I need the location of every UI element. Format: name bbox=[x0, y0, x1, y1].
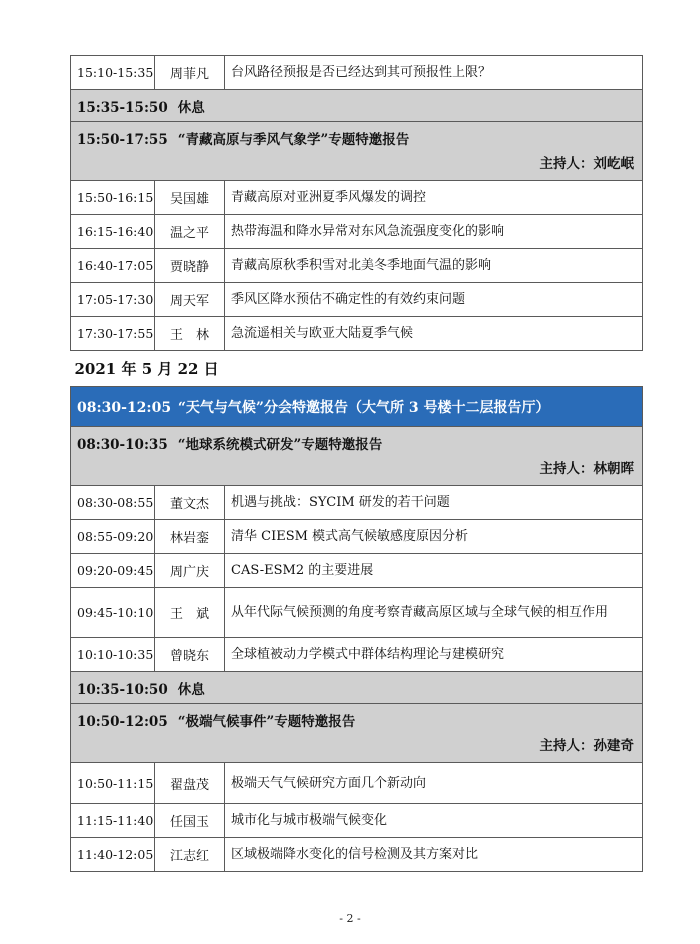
speaker-cell: 王 林 bbox=[155, 317, 225, 351]
speaker-cell: 温之平 bbox=[155, 215, 225, 249]
time-cell: 17:30-17:55 bbox=[71, 317, 155, 351]
time-cell: 16:15-16:40 bbox=[71, 215, 155, 249]
speaker-cell: 贾晓静 bbox=[155, 249, 225, 283]
table-row bbox=[71, 215, 643, 249]
table-row bbox=[71, 520, 643, 554]
session-header-cell bbox=[71, 427, 643, 486]
branch-time: 08:30-12:05 bbox=[77, 399, 172, 416]
time-cell: 11:40-12:05 bbox=[71, 838, 155, 872]
table-row bbox=[71, 181, 643, 215]
table-row bbox=[71, 804, 643, 838]
branch-cell bbox=[71, 387, 643, 427]
break-row bbox=[71, 90, 643, 122]
time-cell: 17:05-17:30 bbox=[71, 283, 155, 317]
date-heading: 2021 年 5 月 22 日 bbox=[71, 351, 643, 387]
topic-cell: 急流遥相关与欧亚大陆夏季气候 bbox=[225, 317, 643, 351]
break-row bbox=[71, 672, 643, 704]
session-time: 15:50-17:55 bbox=[77, 132, 168, 148]
break-cell bbox=[71, 672, 643, 704]
session-time: 08:30-10:35 bbox=[77, 437, 168, 453]
speaker-cell: 周天军 bbox=[155, 283, 225, 317]
topic-cell: 热带海温和降水异常对东风急流强度变化的影响 bbox=[225, 215, 643, 249]
topic-cell: 机遇与挑战：SYCIM 研发的若干问题 bbox=[225, 486, 643, 520]
schedule-table bbox=[70, 55, 643, 872]
time-cell: 16:40-17:05 bbox=[71, 249, 155, 283]
break-cell bbox=[71, 90, 643, 122]
table-row bbox=[71, 283, 643, 317]
topic-cell: 全球植被动力学模式中群体结构理论与建模研究 bbox=[225, 638, 643, 672]
table-row bbox=[71, 486, 643, 520]
time-cell: 15:10-15:35 bbox=[71, 56, 155, 90]
session-header-row bbox=[71, 122, 643, 181]
speaker-cell: 江志红 bbox=[155, 838, 225, 872]
session-time: 10:50-12:05 bbox=[77, 714, 168, 730]
session-host: 主持人：刘屹岷 bbox=[539, 156, 634, 172]
topic-cell: 青藏高原秋季积雪对北美冬季地面气温的影响 bbox=[225, 249, 643, 283]
table-row bbox=[71, 554, 643, 588]
break-time: 15:35-15:50 bbox=[77, 99, 168, 116]
topic-cell: CAS-ESM2 的主要进展 bbox=[225, 554, 643, 588]
speaker-cell: 王 斌 bbox=[155, 588, 225, 638]
topic-cell: 清华 CIESM 模式高气候敏感度原因分析 bbox=[225, 520, 643, 554]
session-title: “青藏高原与季风气象学”专题特邀报告 bbox=[177, 132, 410, 148]
speaker-cell: 任国玉 bbox=[155, 804, 225, 838]
session-header-row bbox=[71, 704, 643, 763]
topic-cell: 区域极端降水变化的信号检测及其方案对比 bbox=[225, 838, 643, 872]
session-title: “地球系统模式研发”专题特邀报告 bbox=[177, 437, 383, 453]
session-header-cell bbox=[71, 122, 643, 181]
table-row bbox=[71, 838, 643, 872]
break-label: 休息 bbox=[177, 99, 205, 116]
session-header-row bbox=[71, 427, 643, 486]
speaker-cell: 林岩銮 bbox=[155, 520, 225, 554]
speaker-cell: 周菲凡 bbox=[155, 56, 225, 90]
table-row bbox=[71, 763, 643, 804]
table-row bbox=[71, 56, 643, 90]
time-cell: 15:50-16:15 bbox=[71, 181, 155, 215]
break-label: 休息 bbox=[177, 681, 205, 698]
session-host: 主持人：林朝晖 bbox=[539, 461, 634, 477]
session-header-cell bbox=[71, 704, 643, 763]
session-title: “极端气候事件”专题特邀报告 bbox=[177, 714, 356, 730]
page-number: - 2 - bbox=[339, 912, 361, 925]
time-cell: 10:50-11:15 bbox=[71, 763, 155, 804]
table-row bbox=[71, 638, 643, 672]
topic-cell: 季风区降水预估不确定性的有效约束问题 bbox=[225, 283, 643, 317]
speaker-cell: 董文杰 bbox=[155, 486, 225, 520]
table-row bbox=[71, 588, 643, 638]
date-row bbox=[71, 351, 643, 387]
session-host: 主持人：孙建奇 bbox=[539, 738, 634, 754]
topic-cell: 青藏高原对亚洲夏季风爆发的调控 bbox=[225, 181, 643, 215]
time-cell: 09:45-10:10 bbox=[71, 588, 155, 638]
branch-title: “天气与气候”分会特邀报告（大气所 3 号楼十二层报告厅） bbox=[177, 399, 550, 416]
topic-cell: 台风路径预报是否已经达到其可预报性上限？ bbox=[225, 56, 643, 90]
time-cell: 10:10-10:35 bbox=[71, 638, 155, 672]
topic-cell: 从年代际气候预测的角度考察青藏高原区域与全球气候的相互作用 bbox=[225, 588, 643, 638]
speaker-cell: 周广庆 bbox=[155, 554, 225, 588]
table-row bbox=[71, 249, 643, 283]
table-row bbox=[71, 317, 643, 351]
speaker-cell: 吴国雄 bbox=[155, 181, 225, 215]
time-cell: 08:55-09:20 bbox=[71, 520, 155, 554]
break-time: 10:35-10:50 bbox=[77, 681, 168, 698]
speaker-cell: 翟盘茂 bbox=[155, 763, 225, 804]
time-cell: 09:20-09:45 bbox=[71, 554, 155, 588]
speaker-cell: 曾晓东 bbox=[155, 638, 225, 672]
time-cell: 11:15-11:40 bbox=[71, 804, 155, 838]
topic-cell: 城市化与城市极端气候变化 bbox=[225, 804, 643, 838]
time-cell: 08:30-08:55 bbox=[71, 486, 155, 520]
topic-cell: 极端天气气候研究方面几个新动向 bbox=[225, 763, 643, 804]
branch-row bbox=[71, 387, 643, 427]
